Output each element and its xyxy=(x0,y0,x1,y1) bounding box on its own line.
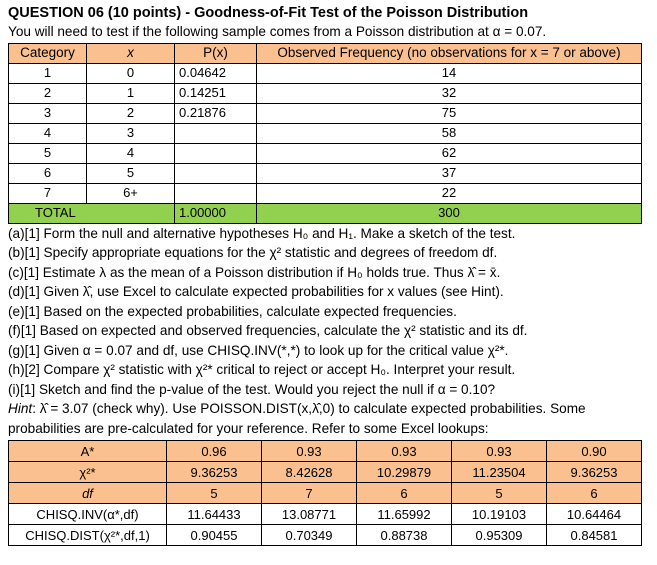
category-cell: 5 xyxy=(9,143,87,163)
question-title: QUESTION 06 (10 points) - Goodness-of-Fit Test of the Poisson Distribution xyxy=(8,5,529,21)
category-cell: 3 xyxy=(9,103,87,123)
intro-text: You will need to test if the following sample comes from a Poisson distribution at α = 0.07. xyxy=(8,24,547,39)
table-row xyxy=(9,103,642,123)
row-label: CHISQ.INV(α*,df) xyxy=(9,504,167,525)
question-g: (g)[1] Given α = 0.07 and df, use CHISQ.INV(*,*) to look up for the critical value χ²*. xyxy=(8,342,509,358)
question-c: (c)[1] Estimate λ as the mean of a Poisson distribution if H₀ holds true. Thus λ̂ = x̄. xyxy=(8,264,501,280)
table-cell: 13.08771 xyxy=(262,504,357,525)
category-cell: 1 xyxy=(9,63,87,83)
table-row xyxy=(9,83,642,103)
table-cell: 11.65992 xyxy=(357,504,452,525)
table-cell: 11.64433 xyxy=(167,504,262,525)
table-cell: 10.29879 xyxy=(357,462,452,483)
table-cell: 0.70349 xyxy=(262,525,357,546)
header-observed: Observed Frequency (no observations for x = 7 or above) xyxy=(257,43,642,63)
table-cell: 8.42628 xyxy=(262,462,357,483)
row-label: χ²* xyxy=(9,462,167,483)
probability-cell xyxy=(175,183,257,203)
frequency-table-header xyxy=(9,43,642,63)
table-cell: 5 xyxy=(167,483,262,504)
total-row xyxy=(9,203,642,223)
table-row xyxy=(9,483,642,504)
row-label: A* xyxy=(9,441,167,462)
category-cell: 7 xyxy=(9,183,87,203)
hint-line-2: probabilities are pre-calculated for your reference. Refer to some Excel lookups: xyxy=(8,420,489,436)
probability-cell: 0.14251 xyxy=(175,83,257,103)
x-cell: 1 xyxy=(87,83,175,103)
hint-text: : λ̂ = 3.07 (check why). Use POISSON.DIST(x,λ̂,0) to calculate expected probabilities. Some xyxy=(32,401,586,416)
observed-cell: 22 xyxy=(257,183,642,203)
question-f: (f)[1] Based on expected and observed frequencies, calculate the χ² statistic and its df. xyxy=(8,323,528,338)
table-cell: 11.23504 xyxy=(452,462,547,483)
category-cell: 6 xyxy=(9,163,87,183)
x-cell: 6+ xyxy=(87,183,175,203)
question-d: (d)[1] Given λ̂, use Excel to calculate expected probabilities for x values (see Hint). xyxy=(8,284,504,299)
table-row xyxy=(9,183,642,203)
total-label: TOTAL xyxy=(9,203,175,223)
probability-cell: 0.04642 xyxy=(175,63,257,83)
question-a: (a)[1] Form the null and alternative hypotheses H₀ and H₁. Make a sketch of the test. xyxy=(8,225,516,241)
table-cell: 9.36253 xyxy=(167,462,262,483)
x-cell: 4 xyxy=(87,143,175,163)
table-row xyxy=(9,163,642,183)
table-cell: 9.36253 xyxy=(547,462,642,483)
hint-line-1 xyxy=(8,399,651,419)
table-cell: 0.96 xyxy=(167,441,262,462)
x-cell: 5 xyxy=(87,163,175,183)
observed-cell: 32 xyxy=(257,83,642,103)
table-cell: 7 xyxy=(262,483,357,504)
x-cell: 0 xyxy=(87,63,175,83)
table-cell: 0.93 xyxy=(262,441,357,462)
row-label: df xyxy=(9,483,167,504)
table-row xyxy=(9,441,642,462)
observed-cell: 62 xyxy=(257,143,642,163)
table-cell: 0.90 xyxy=(547,441,642,462)
hint-label: Hint xyxy=(8,401,33,416)
table-cell: 0.90455 xyxy=(167,525,262,546)
header-x: x xyxy=(87,43,175,63)
table-row xyxy=(9,143,642,163)
probability-cell xyxy=(175,123,257,143)
question-h: (h)[2] Compare χ² statistic with χ²* critical to reject or accept H₀. Interpret your result. xyxy=(8,362,516,377)
total-observed: 300 xyxy=(257,203,642,223)
table-row xyxy=(9,63,642,83)
frequency-table xyxy=(8,43,642,224)
x-cell: 2 xyxy=(87,103,175,123)
question-b: (b)[1] Specify appropriate equations for the χ² statistic and degrees of freedom df. xyxy=(8,245,498,260)
table-row xyxy=(9,525,642,546)
observed-cell: 75 xyxy=(257,103,642,123)
table-cell: 0.93 xyxy=(357,441,452,462)
question-e: (e)[1] Based on the expected probabilities, calculate expected frequencies. xyxy=(8,303,457,319)
total-probability: 1.00000 xyxy=(175,203,257,223)
table-cell: 10.19103 xyxy=(452,504,547,525)
x-cell: 3 xyxy=(87,123,175,143)
observed-cell: 37 xyxy=(257,163,642,183)
table-row xyxy=(9,123,642,143)
table-cell: 0.93 xyxy=(452,441,547,462)
probability-cell xyxy=(175,163,257,183)
header-px: P(x) xyxy=(175,43,257,63)
observed-cell: 14 xyxy=(257,63,642,83)
category-cell: 4 xyxy=(9,123,87,143)
probability-cell: 0.21876 xyxy=(175,103,257,123)
question-i: (i)[1] Sketch and find the p-value of the test. Would you reject the null if α = 0.10? xyxy=(8,381,496,397)
table-row xyxy=(9,504,642,525)
table-cell: 5 xyxy=(452,483,547,504)
table-cell: 0.95309 xyxy=(452,525,547,546)
table-cell: 0.88738 xyxy=(357,525,452,546)
table-cell: 6 xyxy=(547,483,642,504)
header-category: Category xyxy=(9,43,87,63)
row-label: CHISQ.DIST(χ²*,df,1) xyxy=(9,525,167,546)
table-cell: 10.64464 xyxy=(547,504,642,525)
category-cell: 2 xyxy=(9,83,87,103)
table-cell: 6 xyxy=(357,483,452,504)
excel-lookup-table xyxy=(8,440,642,546)
table-cell: 0.84581 xyxy=(547,525,642,546)
table-row xyxy=(9,462,642,483)
observed-cell: 58 xyxy=(257,123,642,143)
probability-cell xyxy=(175,143,257,163)
